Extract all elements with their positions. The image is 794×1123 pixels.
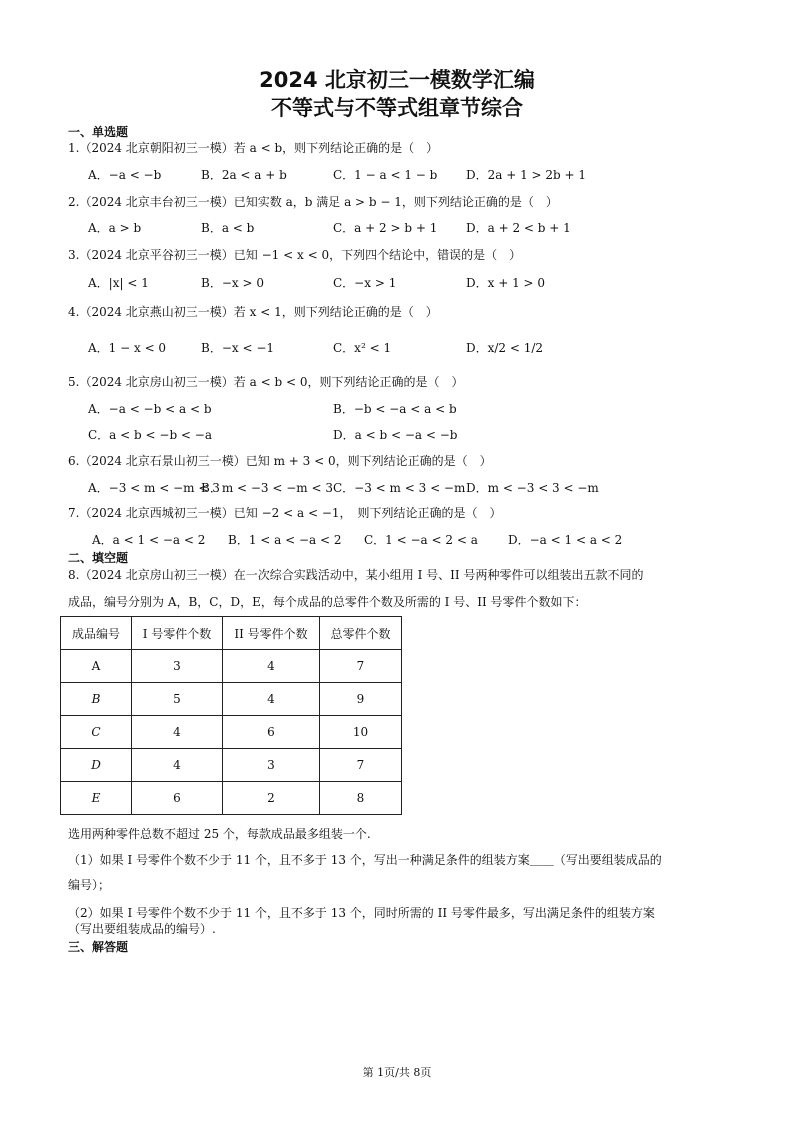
table-cell: 4 <box>223 650 320 683</box>
question-8-stem-line2: 成品，编号分别为 A，B，C，D，E，每个成品的总零件个数及所需的 I 号、II 号零件个数如下： <box>68 595 587 609</box>
table-cell: 2 <box>223 782 320 815</box>
question-4-option-c: C．x² < 1 <box>333 341 392 355</box>
question-3-option-b: B．−x > 0 <box>201 276 264 290</box>
table-cell: 3 <box>223 749 320 782</box>
table-cell: 7 <box>320 650 402 683</box>
question-5-option-a: A．−a < −b < a < b <box>88 402 212 416</box>
question-6-stem: 6.（2024 北京石景山初三一模）已知 m + 3 < 0，则下列结论正确的是（ ） <box>68 454 492 468</box>
question-2-option-c: C．a + 2 > b + 1 <box>333 221 438 235</box>
table-cell: 5 <box>132 683 223 716</box>
question-2-stem: 2.（2024 北京丰台初三一模）已知实数 a，b 满足 a > b − 1，则下列结论正确的是（ ） <box>68 195 558 209</box>
table-row <box>61 782 402 815</box>
question-1-option-b: B．2a < a + b <box>201 168 287 182</box>
table-header-row <box>61 617 402 650</box>
page-footer: 第 1页/共 8页 <box>362 1066 432 1079</box>
question-8-stem-line1: 8.（2024 北京房山初三一模）在一次综合实践活动中，某小组用 I 号、II 号两种零件可以组装出五款不同的 <box>68 568 644 582</box>
question-6-option-b: B．m < −3 < −m < 3 <box>201 481 334 495</box>
table-cell: 7 <box>320 749 402 782</box>
question-7-option-d: D．−a < 1 < a < 2 <box>508 533 623 547</box>
question-8-part1-line1: （1）如果 I 号零件个数不少于 11 个，且不多于 13 个，写出一种满足条件的组装方案＿＿（写出要组装成品的 <box>68 853 662 867</box>
question-4-option-d: D．x/2 < 1/2 <box>466 341 544 355</box>
question-2-option-b: B．a < b <box>201 221 255 235</box>
table-row <box>61 683 402 716</box>
question-2-option-a: A．a > b <box>88 221 142 235</box>
question-4-option-a: A．1 − x < 0 <box>88 341 167 355</box>
table-cell: C <box>61 716 132 749</box>
table-cell: D <box>61 749 132 782</box>
table-cell: 4 <box>223 683 320 716</box>
question-3-option-d: D．x + 1 > 0 <box>466 276 546 290</box>
question-7-option-a: A．a < 1 < −a < 2 <box>92 533 206 547</box>
table-header-cell: 成品编号 <box>61 617 132 650</box>
question-6-option-c: C．−3 < m < 3 < −m <box>333 481 466 495</box>
question-7-option-b: B．1 < a < −a < 2 <box>228 533 342 547</box>
table-cell: 6 <box>132 782 223 815</box>
question-1-option-c: C．1 − a < 1 − b <box>333 168 438 182</box>
table-cell: 4 <box>132 716 223 749</box>
question-5-option-b: B．−b < −a < a < b <box>333 402 457 416</box>
table-cell: B <box>61 683 132 716</box>
document-subtitle: 不等式与不等式组章节综合 <box>271 96 523 120</box>
table-header-cell: 总零件个数 <box>320 617 402 650</box>
section-heading-answer: 三、解答题 <box>68 940 129 954</box>
question-6-option-a: A．−3 < m < −m < 3 <box>88 481 220 495</box>
question-3-option-c: C．−x > 1 <box>333 276 397 290</box>
table-row <box>61 650 402 683</box>
table-cell: 8 <box>320 782 402 815</box>
section-heading-single-choice: 一、单选题 <box>68 125 129 139</box>
question-6-option-d: D．m < −3 < 3 < −m <box>466 481 599 495</box>
question-8-part1-line2: 编号）； <box>68 878 111 892</box>
question-7-option-c: C．1 < −a < 2 < a <box>364 533 478 547</box>
question-1-option-a: A．−a < −b <box>88 168 162 182</box>
table-header-cell: I 号零件个数 <box>132 617 223 650</box>
question-8-part2-line2: （写出要组装成品的编号）. <box>68 922 216 936</box>
table-cell: A <box>61 650 132 683</box>
parts-table <box>60 616 402 815</box>
table-row <box>61 749 402 782</box>
question-1-option-d: D．2a + 1 > 2b + 1 <box>466 168 587 182</box>
question-2-option-d: D．a + 2 < b + 1 <box>466 221 571 235</box>
question-3-option-a: A．|x| < 1 <box>88 276 149 290</box>
table-cell: 4 <box>132 749 223 782</box>
section-heading-fill-blank: 二、填空题 <box>68 551 129 565</box>
question-1-stem: 1.（2024 北京朝阳初三一模）若 a < b，则下列结论正确的是（ ） <box>68 141 439 155</box>
table-cell: 9 <box>320 683 402 716</box>
question-7-stem: 7.（2024 北京西城初三一模）已知 −2 < a < −1， 则下列结论正确的是（ ） <box>68 506 502 520</box>
question-5-stem: 5.（2024 北京房山初三一模）若 a < b < 0，则下列结论正确的是（ ） <box>68 375 464 389</box>
question-3-stem: 3.（2024 北京平谷初三一模）已知 −1 < x < 0，下列四个结论中，错误的是（ ） <box>68 248 522 262</box>
table-row <box>61 716 402 749</box>
table-cell: 10 <box>320 716 402 749</box>
question-4-stem: 4.（2024 北京燕山初三一模）若 x < 1，则下列结论正确的是（ ） <box>68 305 438 319</box>
table-cell: 3 <box>132 650 223 683</box>
question-8-condition: 选用两种零件总数不超过 25 个，每款成品最多组装一个. <box>68 827 371 841</box>
question-8-part2-line1: （2）如果 I 号零件个数不少于 11 个，且不多于 13 个，同时所需的 II 号零件最多，写出满足条件的组装方案 <box>68 906 655 920</box>
question-4-option-b: B．−x < −1 <box>201 341 275 355</box>
document-title: 2024 北京初三一模数学汇编 <box>259 68 535 92</box>
question-5-option-c: C．a < b < −b < −a <box>88 428 213 442</box>
table-cell: 6 <box>223 716 320 749</box>
question-5-option-d: D．a < b < −a < −b <box>333 428 458 442</box>
table-cell: E <box>61 782 132 815</box>
table-header-cell: II 号零件个数 <box>223 617 320 650</box>
